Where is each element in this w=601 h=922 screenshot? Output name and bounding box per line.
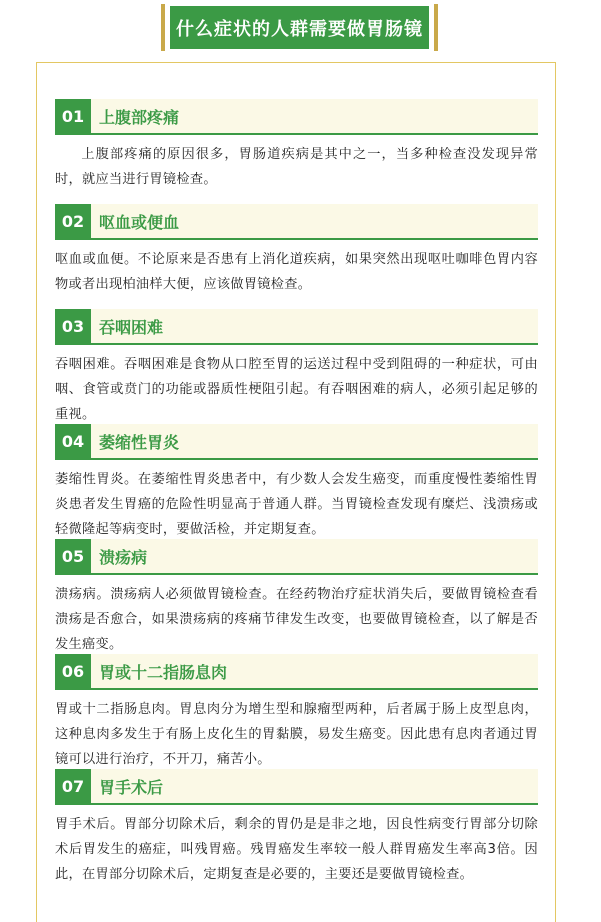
section-text: 吞咽困难。吞咽困难是食物从口腔至胃的运送过程中受到阻碍的一种症状，可由咽、食管或贲门的功能或器质性梗阻引起。有吞咽困难的病人，必须引起足够的重视。 [55,357,538,422]
section-heading [55,769,538,805]
section-text: 胃手术后。胃部分切除术后，剩余的胃仍是是非之地，因良性病变行胃部分切除术后胃发生的癌症，叫残胃癌。残胃癌发生率较一般人群胃癌发生率高3倍。因此，在胃部分切除术后，定期复查是必要的，主要还是要做胃镜检查。 [55,817,538,882]
section-text: 胃或十二指肠息肉。胃息肉分为增生型和腺瘤型两种，后者属于肠上皮型息肉，这种息肉多发生于有肠上皮化生的胃黏膜，易发生癌变。因此患有息肉者通过胃镜可以进行治疗，不开刀，痛苦小。 [55,702,538,767]
section-text: 上腹部疼痛的原因很多，胃肠道疾病是其中之一，当多种检查没发现异常时，就应当进行胃镜检查。 [55,147,538,187]
section-heading [55,99,538,135]
section-heading [55,654,538,690]
section-number: 05 [55,539,91,573]
section-text: 溃疡病。溃疡病人必须做胃镜检查。在经药物治疗症状消失后，要做胃镜检查看溃疡是否愈合，如果溃疡病的疼痛节律发生改变，也要做胃镜检查，以了解是否发生癌变。 [55,587,538,652]
title-banner [161,4,438,51]
section-title: 胃手术后 [99,777,164,797]
section-number: 07 [55,769,91,803]
section-number: 01 [55,99,91,133]
section-number: 03 [55,309,91,343]
section-06 [55,654,538,772]
section-heading [55,539,538,575]
section-title: 吞咽困难 [99,317,164,337]
section-01 [55,99,538,192]
section-text: 萎缩性胃炎。在萎缩性胃炎患者中，有少数人会发生癌变，而重度慢性萎缩性胃炎患者发生胃癌的危险性明显高于普通人群。当胃镜检查发现有糜烂、浅溃疡或轻微隆起等病变时，要做活检，并定期复查。 [55,472,538,537]
section-heading [55,424,538,460]
section-heading [55,204,538,240]
section-number: 04 [55,424,91,458]
section-title: 上腹部疼痛 [99,107,180,127]
section-number: 06 [55,654,91,688]
section-heading [55,309,538,345]
section-title: 溃疡病 [99,547,148,567]
page-title: 什么症状的人群需要做胃肠镜 [170,6,429,49]
section-02 [55,204,538,297]
section-title: 胃或十二指肠息肉 [99,662,228,682]
section-number: 02 [55,204,91,238]
section-07 [55,769,538,887]
section-03 [55,309,538,427]
section-title: 呕血或便血 [99,212,180,232]
section-title: 萎缩性胃炎 [99,432,180,452]
section-text: 呕血或血便。不论原来是否患有上消化道疾病，如果突然出现呕吐咖啡色胃内容物或者出现柏油样大便，应该做胃镜检查。 [55,252,538,292]
section-05 [55,539,538,657]
section-04 [55,424,538,542]
